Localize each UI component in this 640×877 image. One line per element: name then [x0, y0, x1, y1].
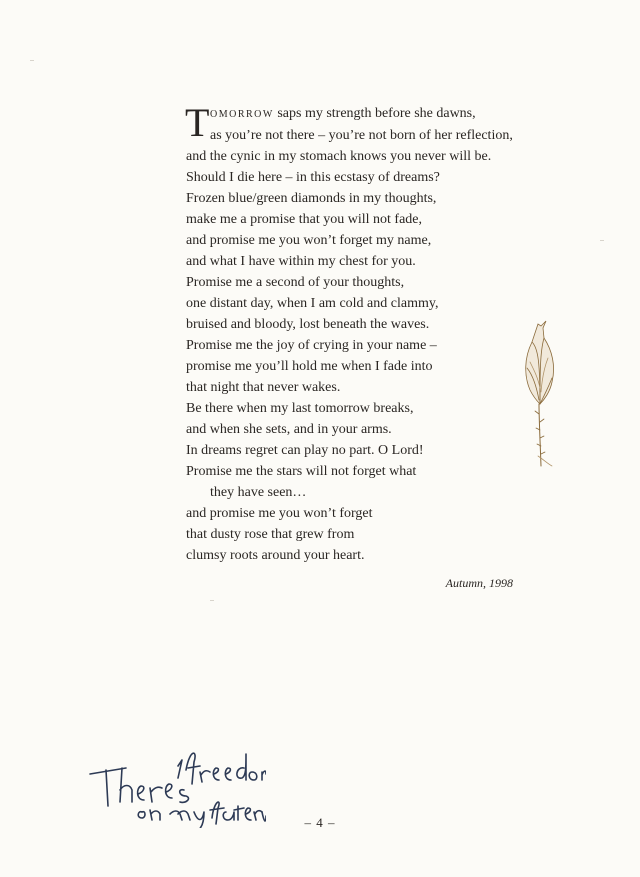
poem-line: Be there when my last tomorrow breaks,: [186, 401, 414, 416]
poem-line: and promise me you won’t forget my name,: [186, 233, 432, 248]
poem-line: Promise me a second of your thoughts,: [186, 275, 405, 290]
poem-line: as you’re not there – you’re not born of her reflection,: [210, 128, 513, 143]
poem: [185, 100, 526, 566]
poem-line: clumsy roots around your heart.: [186, 548, 365, 563]
poem-line: and what I have within my chest for you.: [186, 254, 416, 269]
poem-line: one distant day, when I am cold and clammy,: [186, 296, 439, 311]
paper-speck: [600, 240, 604, 241]
poem-line: that night that never wakes.: [186, 380, 341, 395]
page-number: – 4 –: [304, 815, 336, 830]
poem-line: Frozen blue/green diamonds in my thoughts,: [186, 191, 437, 206]
poem-line: In dreams regret can play no part. O Lord!: [186, 443, 424, 458]
poem-line: bruised and bloody, lost beneath the waves.: [186, 317, 430, 332]
poem-line: and when she sets, and in your arms.: [186, 422, 392, 437]
poem-first-line-rest: saps my strength before she dawns,: [273, 106, 476, 121]
poem-line: Should I die here – in this ecstasy of dreams?: [186, 170, 440, 185]
poem-first-word: OMORROW: [210, 109, 274, 120]
poem-line: that dusty rose that grew from: [186, 527, 355, 542]
poem-line: promise me you’ll hold me when I fade into: [186, 359, 433, 374]
poem-first-line: [210, 103, 526, 125]
rosebud-illustration: [518, 318, 562, 468]
poem-date: Autumn, 1998: [445, 576, 513, 590]
poem-line: and the cynic in my stomach knows you never will be.: [186, 149, 492, 164]
poem-line: Promise me the stars will not forget what: [186, 464, 417, 479]
poem-line: they have seen…: [210, 485, 307, 500]
poem-line: Promise me the joy of crying in your name –: [186, 338, 437, 353]
poem-line: make me a promise that you will not fade,: [186, 212, 422, 227]
poem-line: and promise me you won’t forget: [186, 506, 373, 521]
drop-cap: T: [185, 100, 210, 145]
paper-speck: [210, 600, 214, 601]
paper-speck: [30, 60, 34, 61]
